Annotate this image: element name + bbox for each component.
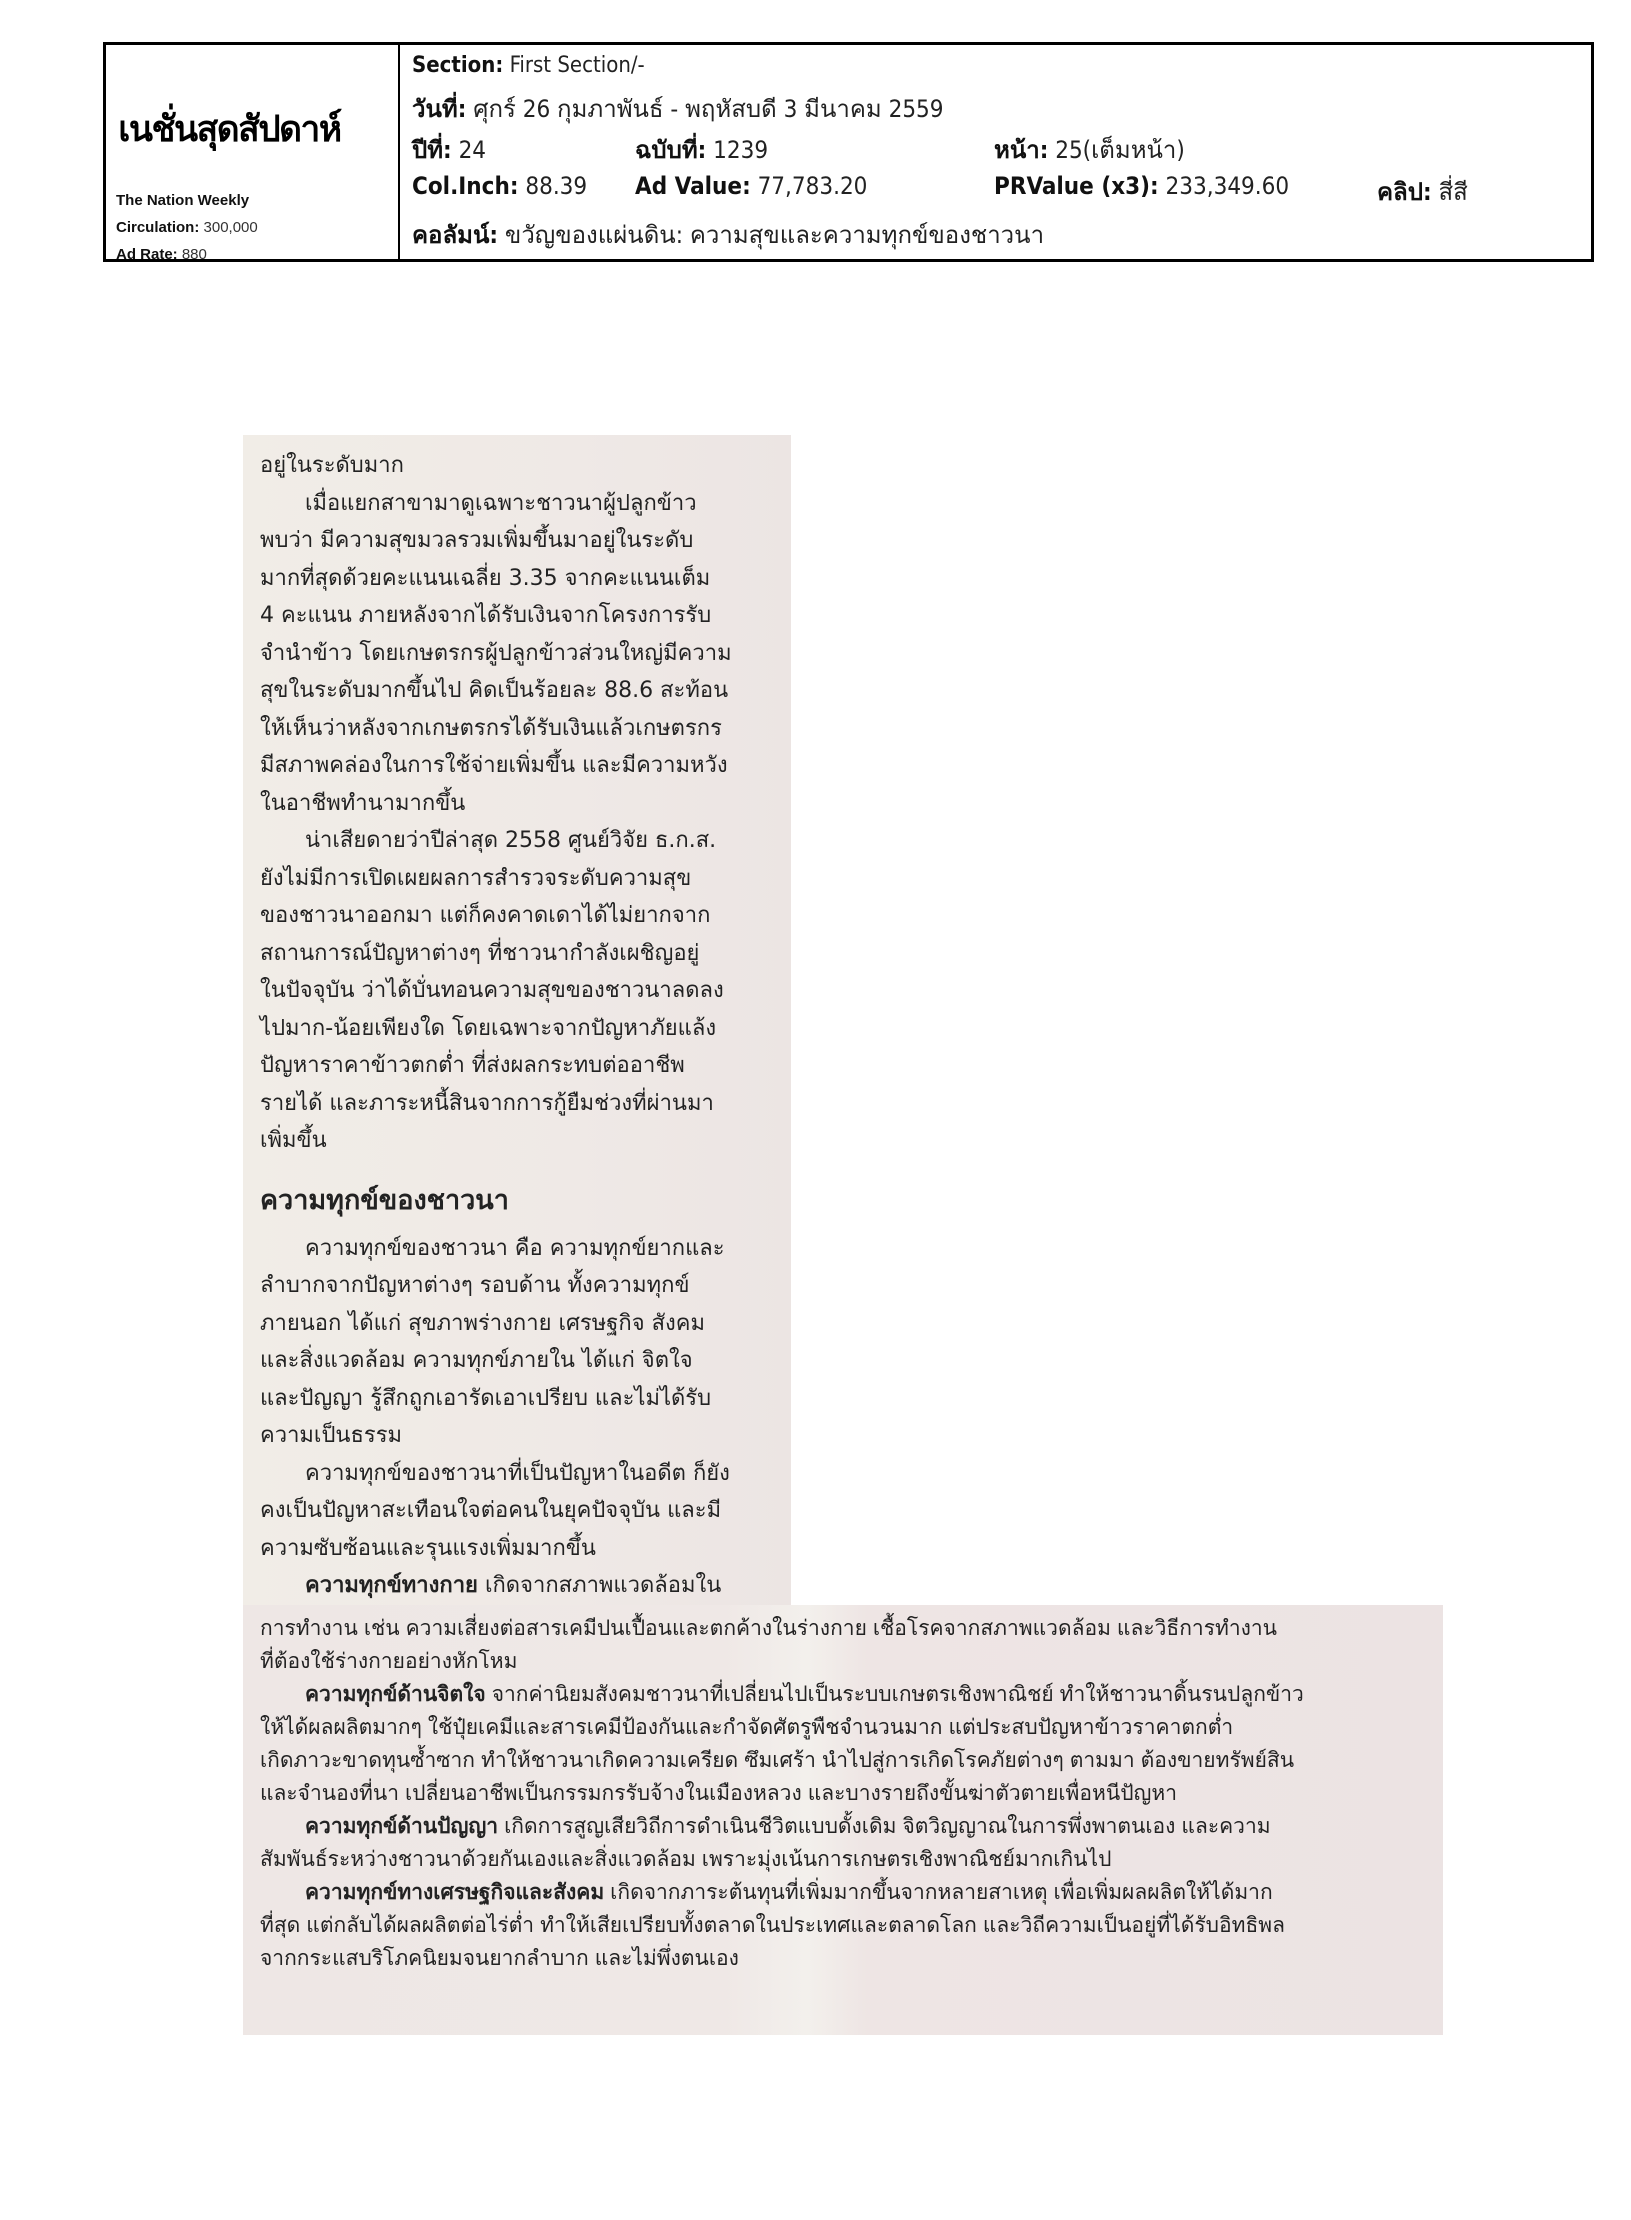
- subheading-economic-social: ความทุกข์ทางเศรษฐกิจและสังคม: [305, 1880, 605, 1904]
- text-line: สัมพันธ์ระหว่างชาวนาด้วยกันเองและสิ่งแวดล้อม เพราะมุ่งเน้นการเกษตรเชิงพาณิชย์มากเกินไป: [260, 1847, 1112, 1871]
- text-line: การทำงาน เช่น ความเสี่ยงต่อสารเคมีปนเปื้อนและตกค้างในร่างกาย เชื้อโรคจากสภาพแวดล้อม และวิธีการทำงาน: [260, 1616, 1278, 1640]
- text-line: ในปัจจุบัน ว่าได้บั่นทอนความสุขของชาวนาลดลง: [260, 978, 724, 1003]
- section-heading: ความทุกข์ของชาวนา: [260, 1184, 509, 1216]
- text-line: ไปมาก-น้อยเพียงใด โดยเฉพาะจากปัญหาภัยแล้ง: [260, 1015, 717, 1041]
- text-line: ความทุกข์ของชาวนา คือ ความทุกข์ยากและ: [305, 1235, 725, 1261]
- column-row: คอลัมน์: ขวัญของแผ่นดิน: ความสุขและความทุกข์ของชาวนา: [412, 221, 1045, 249]
- text-line: รายได้ และภาระหนี้สินจากการกู้ยืมช่วงที่ผ่านมา: [260, 1090, 714, 1116]
- page-field: หน้า: 25(เต็มหน้า): [994, 136, 1185, 164]
- subheading-wisdom: ความทุกข์ด้านปัญญา: [305, 1814, 499, 1838]
- subheading-physical: ความทุกข์ทางกาย: [305, 1573, 478, 1598]
- date-row: วันที่: ศุกร์ 26 กุมภาพันธ์ - พฤหัสบดี 3 มีนาคม 2559: [412, 95, 944, 123]
- publication-name-en: The Nation Weekly: [116, 192, 250, 209]
- text-line: เกิดภาวะขาดทุนซ้ำซาก ทำให้ชาวนาเกิดความเครียด ซึมเศร้า นำไปสู่การเกิดโรคภัยต่างๆ ตามมา ต้องขายทรัพย์สิน: [260, 1748, 1295, 1772]
- year-field: ปีที่: 24: [412, 136, 487, 164]
- text-line: ความทุกข์ทางกาย เกิดจากสภาพแวดล้อมใน: [305, 1573, 722, 1598]
- text-line: สุขในระดับมากขึ้นไป คิดเป็นร้อยละ 88.6 สะท้อน: [260, 678, 729, 703]
- text-line: และสิ่งแวดล้อม ความทุกข์ภายใน ได้แก่ จิตใจ: [260, 1348, 693, 1373]
- article-lower-block: [260, 1612, 1304, 1975]
- text-line: ความซับซ้อนและรุนแรงเพิ่มมากขึ้น: [260, 1535, 596, 1561]
- article-upper-column: [260, 447, 732, 1605]
- text-line: ที่สุด แต่กลับได้ผลผลิตต่อไร่ต่ำ ทำให้เสียเปรียบทั้งตลาดในประเทศและตลาดโลก และวิถีความเป็นอยู่ที่ได้รับอิทธิพล: [260, 1913, 1285, 1937]
- colinch-field: Col.Inch: 88.39: [412, 172, 588, 200]
- text-line: มีสภาพคล่องในการใช้จ่ายเพิ่มขึ้น และมีความหวัง: [260, 753, 728, 778]
- text-line: ความทุกข์ด้านจิตใจ จากค่านิยมสังคมชาวนาที่เปลี่ยนไปเป็นระบบเกษตรเชิงพาณิชย์ ทำให้ชาวนาดิ้นรนปลูกข้าว: [305, 1682, 1304, 1706]
- text-line: ให้เห็นว่าหลังจากเกษตรกรได้รับเงินแล้วเกษตรกร: [260, 715, 722, 741]
- clipping-details: [400, 45, 1591, 259]
- text-line: ยังไม่มีการเปิดเผยผลการสำรวจระดับความสุข: [260, 865, 692, 891]
- text-line: เพิ่มขึ้น: [260, 1128, 327, 1153]
- text-line: ความทุกข์ด้านปัญญา เกิดการสูญเสียวิถีการดำเนินชีวิตแบบดั้งเดิม จิตวิญญาณในการพึ่งพาตนเอง และความ: [305, 1814, 1271, 1838]
- text-line: น่าเสียดายว่าปีล่าสุด 2558 ศูนย์วิจัย ธ.ก.ส.: [305, 828, 717, 853]
- text-line: อยู่ในระดับมาก: [260, 453, 404, 478]
- text-line: ให้ได้ผลผลิตมากๆ ใช้ปุ๋ยเคมีและสารเคมีป้องกันและกำจัดศัตรูพืชจำนวนมาก แต่ประสบปัญหาข้าวราคาตกต่ำ: [260, 1715, 1234, 1739]
- text-line: สถานการณ์ปัญหาต่างๆ ที่ชาวนากำลังเผชิญอยู่: [260, 940, 700, 966]
- text-line: และจำนองที่นา เปลี่ยนอาชีพเป็นกรรมกรรับจ้างในเมืองหลวง และบางรายถึงขั้นฆ่าตัวตายเพื่อหนีปัญหา: [260, 1781, 1178, 1805]
- text-line: คงเป็นปัญหาสะเทือนใจต่อคนในยุคปัจจุบัน และมี: [260, 1498, 722, 1523]
- text-line: พบว่า มีความสุขมวลรวมเพิ่มขึ้นมาอยู่ในระดับ: [260, 528, 694, 553]
- text-line: ความทุกข์ทางเศรษฐกิจและสังคม เกิดจากภาระต้นทุนที่เพิ่มมากขึ้นจากหลายสาเหตุ เพื่อเพิ่มผลผลิตให้ได้มาก: [305, 1880, 1273, 1904]
- text-line: และปัญญา รู้สึกถูกเอารัดเอาเปรียบ และไม่ได้รับ: [260, 1385, 712, 1411]
- publication-meta: [116, 187, 258, 268]
- text-line: ลำบากจากปัญหาต่างๆ รอบด้าน ทั้งความทุกข์: [260, 1273, 690, 1298]
- subheading-mental: ความทุกข์ด้านจิตใจ: [305, 1682, 486, 1706]
- text-line: มากที่สุดด้วยคะแนนเฉลี่ย 3.35 จากคะแนนเต็ม: [260, 565, 711, 591]
- issue-field: ฉบับที่: 1239: [635, 136, 769, 164]
- clip-field: คลิป: สี่สี: [1377, 178, 1468, 206]
- ad-rate: Ad Rate: 880: [116, 246, 207, 263]
- prvalue-field: PRValue (x3): 233,349.60: [994, 172, 1290, 200]
- text-line: ที่ต้องใช้ร่างกายอย่างหักโหม: [260, 1649, 518, 1673]
- publication-logo: เนชั่นสุดสัปดาห์: [118, 109, 341, 150]
- text-line: ปัญหาราคาข้าวตกต่ำ ที่ส่งผลกระทบต่ออาชีพ: [260, 1053, 685, 1078]
- text-line: จากกระแสบริโภคนิยมจนยากลำบาก และไม่พึ่งตนเอง: [260, 1946, 739, 1970]
- section-row: Section: First Section/-: [412, 53, 645, 78]
- text-line: จำนำข้าว โดยเกษตรกรผู้ปลูกข้าวส่วนใหญ่มีความ: [260, 640, 732, 666]
- clipping-header: [103, 42, 1594, 262]
- text-line: ของชาวนาออกมา แต่ก็คงคาดเดาได้ไม่ยากจาก: [260, 903, 711, 928]
- text-line: ความทุกข์ของชาวนาที่เป็นปัญหาในอดีต ก็ยัง: [305, 1460, 730, 1486]
- publication-info: [106, 45, 400, 263]
- text-line: เมื่อแยกสาขามาดูเฉพาะชาวนาผู้ปลูกข้าว: [305, 490, 697, 516]
- text-line: ภายนอก ได้แก่ สุขภาพร่างกาย เศรษฐกิจ สังคม: [260, 1310, 705, 1336]
- text-line: 4 คะแนน ภายหลังจากได้รับเงินจากโครงการรับ: [260, 603, 712, 628]
- advalue-field: Ad Value: 77,783.20: [635, 172, 868, 200]
- text-line: ความเป็นธรรม: [260, 1423, 403, 1448]
- text-line: ในอาชีพทำนามากขึ้น: [260, 790, 466, 816]
- circulation: Circulation: 300,000: [116, 219, 258, 236]
